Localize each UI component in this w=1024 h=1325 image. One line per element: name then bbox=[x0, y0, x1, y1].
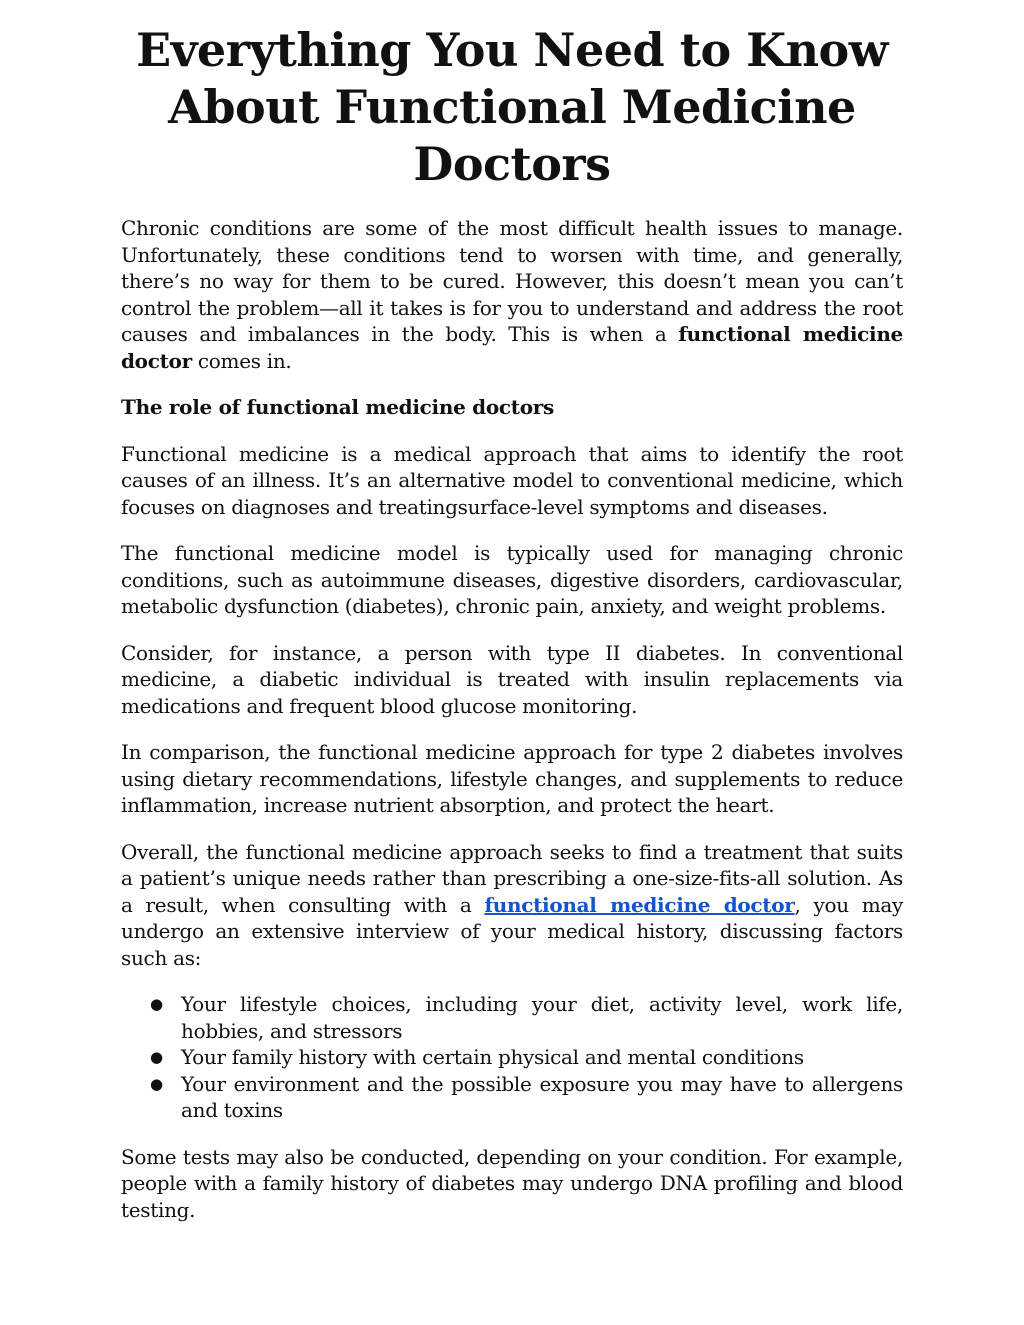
paragraph-definition: Functional medicine is a medical approach that aims to identify the root causes of an illness. It’s an alternative model to conventional medicine, which focuses on diagnoses and treatingsurface-level symptoms and diseases. bbox=[121, 441, 903, 519]
paragraph-example: Consider, for instance, a person with type II diabetes. In conventional medicine, a diabetic individual is treated with insulin replacements via medications and frequent blood glucose monitoring. bbox=[121, 640, 903, 718]
intro-paragraph bbox=[121, 215, 903, 374]
functional-medicine-doctor-link[interactable]: functional medicine doctor bbox=[484, 892, 795, 917]
paragraph-overall bbox=[121, 839, 903, 972]
factors-list bbox=[121, 991, 903, 1124]
intro-bold-term: functional medicine doctor bbox=[121, 322, 903, 373]
overall-text: Overall, the functional medicine approach seeks to find a treatment that suits a patient’s unique needs rather than prescribing a one-size-fits-all solution. As a result, when consulting with a bbox=[121, 839, 903, 917]
overall-text-end: , you may undergo an extensive interview of your medical history, discussing factors such as: bbox=[121, 892, 904, 970]
document-page bbox=[121, 22, 903, 1223]
page-title: Everything You Need to Know About Functional Medicine Doctors bbox=[136, 23, 888, 191]
paragraph-conditions: The functional medicine model is typically used for managing chronic conditions, such as autoimmune diseases, digestive disorders, cardiovascular, metabolic dysfunction (diabetes), chronic pain, anxiety, and weight problems. bbox=[121, 541, 903, 618]
list-item: ● Your family history with certain physical and mental conditions bbox=[181, 1044, 903, 1071]
list-item: ● Your lifestyle choices, including your diet, activity level, work life, hobbies, and stressors bbox=[181, 991, 903, 1044]
intro-text-end: comes in. bbox=[191, 348, 292, 373]
intro-text: Chronic conditions are some of the most difficult health issues to manage. Unfortunately, these conditions tend to worsen with time, and generally, there’s no way for them to be cured. However, this doesn’t mean you can’t control the problem—all it takes is for you to understand and address the root causes and imbalances in the body. This is when a bbox=[121, 216, 903, 346]
list-item: ● Your environment and the possible exposure you may have to allergens and toxins bbox=[181, 1071, 903, 1124]
paragraph-closing: Some tests may also be conducted, depending on your condition. For example, people with a family history of diabetes may undergo DNA profiling and blood testing. bbox=[121, 1144, 903, 1222]
paragraph-comparison: In comparison, the functional medicine approach for type 2 diabetes involves using dietary recommendations, lifestyle changes, and supplements to reduce inflammation, increase nutrient absorption, and protect the heart. bbox=[121, 740, 903, 817]
section-heading: The role of functional medicine doctors bbox=[121, 395, 554, 419]
